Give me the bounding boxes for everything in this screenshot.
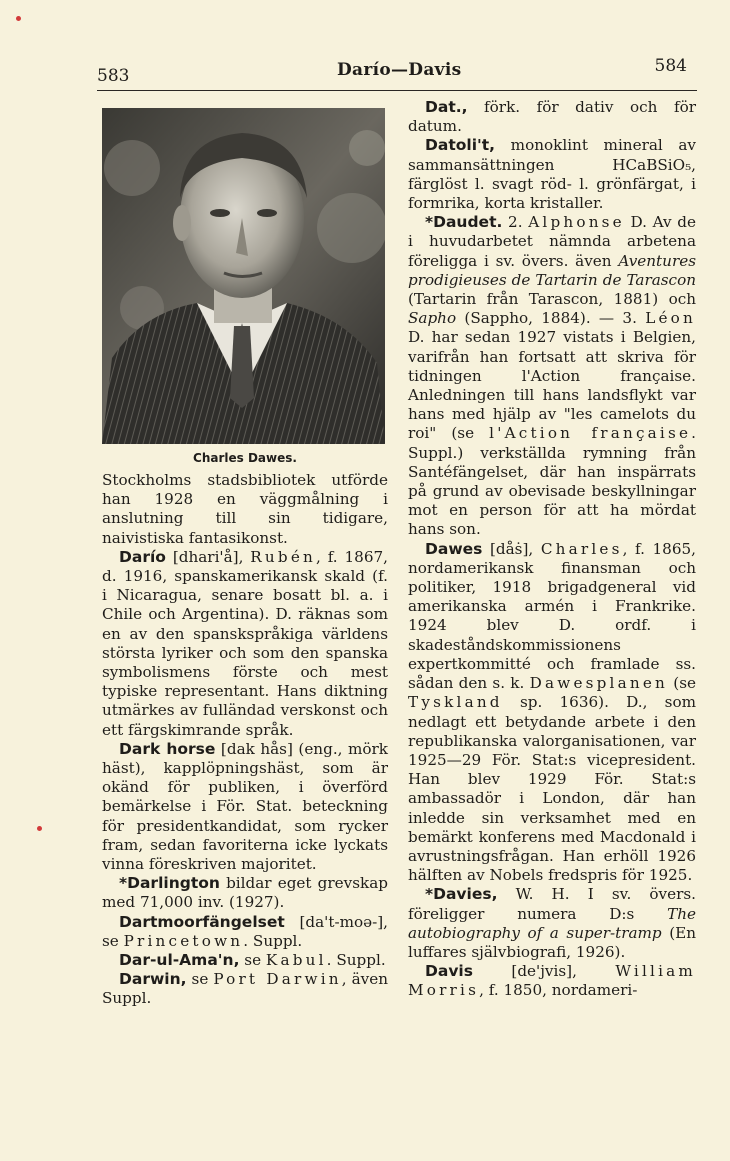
headword: Darwin, <box>119 970 187 989</box>
right-column-text <box>408 98 696 1001</box>
entry-darlington: *Darlington bildar eget grevskap med 71,000 inv. (1927). <box>102 874 388 912</box>
headword: Davis <box>425 962 473 981</box>
continued-paragraph: Stockholms stadsbibliotek utförde han 1928 en väggmålning i anslutning till sin tidigare, naivistiska fantasikonst. <box>102 471 388 547</box>
portrait-image <box>102 108 385 444</box>
left-column-text <box>102 471 388 1009</box>
entry-davies: *Davies, W. H. I sv. övers. föreligger numera D:s The autobiography of a super-tramp (En luffares självbiografi, 1926). <box>408 885 696 961</box>
photo-caption: Charles Dawes. <box>193 451 297 465</box>
headword: Dawes <box>425 539 483 558</box>
entry-davis: Davis [de'jvis], William Morris, f. 1850, nordameri- <box>408 962 696 1000</box>
entry-dat: Dat., förk. för dativ och för datum. <box>408 98 696 136</box>
red-ink-speck <box>16 16 21 21</box>
entry-dartmoor: Dartmoorfängelset [da't-moə-], se Princetown. Suppl. <box>102 912 388 950</box>
entry-daudet: *Daudet. 2. Alphonse D. Av de i huvudarbetet nämnda arbetena föreligga i sv. övers. även Aventures prodigieuses de Tartarin de Tarascon (Tartarin från Tarascon, 1881) och Sapho (Sappho, 1884). — 3. Léon D. har sedan 1927 vistats i Belgien, varifrån han fortsatt att skriva för tidningen l'Action française. Anledningen till hans landsflykt var hans med hjälp av "les camelots du roi" (se l'Action française. Suppl.) verkställda rymning från Santéfängelset, där han inspärrats på grund av obevisade beskyllningar mot en person för att ha mördat hans son. <box>408 213 696 539</box>
entry-darwin: Darwin, se Port Darwin, även Suppl. <box>102 970 388 1008</box>
entry-datolit: Datoli't, monoklint mineral av sammansättningen HCaBSiO₅, färglöst l. svagt röd- l. grönfärgat, i formrika, korta kristaller. <box>408 136 696 213</box>
header-rule <box>97 90 697 91</box>
right-column <box>408 98 696 1001</box>
left-page-number: 583 <box>97 66 130 86</box>
headword: Dar-ul-Ama'n, <box>119 951 240 970</box>
headword: Datoli't, <box>425 136 496 155</box>
running-title: Darío—Davis <box>337 60 462 80</box>
headword: *Darlington <box>119 874 220 893</box>
portrait-photo <box>102 108 385 444</box>
entry-dawes: Dawes [dåṡ], Charles, f. 1865, nordamerikansk finansman och politiker, 1918 brigadgeneral vid amerikanska armén i Frankrike. 1924 blev D. ordf. i skadeståndskommissionens expertkommitté och framlade ss. sådan den s. k. Dawesplanen (se Tyskland sp. 1636). D., som nedlagt ett betydande arbete i den republikanska valorganisationen, var 1925—29 För. Stat:s vicepresident. Han blev 1929 För. Stat:s ambassadör i London, där han inledde sin verksamhet med en bemärkt konferens med Macdonald i avrustningsfrågan. Han erhöll 1926 hälften av Nobels fredspris för 1925. <box>408 539 696 885</box>
headword: Dartmoorfängelset <box>119 912 285 931</box>
entry-dario: Darío [dhari'å], Rubén, f. 1867, d. 1916, spanskamerikansk skald (f. i Nicaragua, senare bosatt bl. a. i Chile och Argentina). D. räknas som en av den spanskspråkiga världens största lyriker och som den spanska symbolismens förste och mest typiske representant. Hans diktning utmärkes av fulländad verskonst och ett färgskimrande språk. <box>102 547 388 739</box>
headword: Dark horse <box>119 739 216 758</box>
running-header <box>97 52 697 88</box>
left-column <box>102 108 388 1009</box>
headword: Darío <box>119 547 166 566</box>
entry-dar-ul-aman: Dar-ul-Ama'n, se Kabul. Suppl. <box>119 951 386 970</box>
entry-dark-horse: Dark horse [dak hås] (eng., mörk häst), kapplöpningshäst, som är okänd för publiken, i överförd bemärkelse i För. Stat. beteckning för presidentkandidat, som rycker fram, sedan favoriterna icke lyckats vinna föreskriven majoritet. <box>102 739 388 874</box>
headword: Dat., <box>425 98 468 116</box>
headword: *Daudet. <box>425 213 503 232</box>
red-ink-speck <box>37 826 42 831</box>
right-page-number: 584 <box>654 56 687 76</box>
headword: *Davies, <box>425 885 498 904</box>
